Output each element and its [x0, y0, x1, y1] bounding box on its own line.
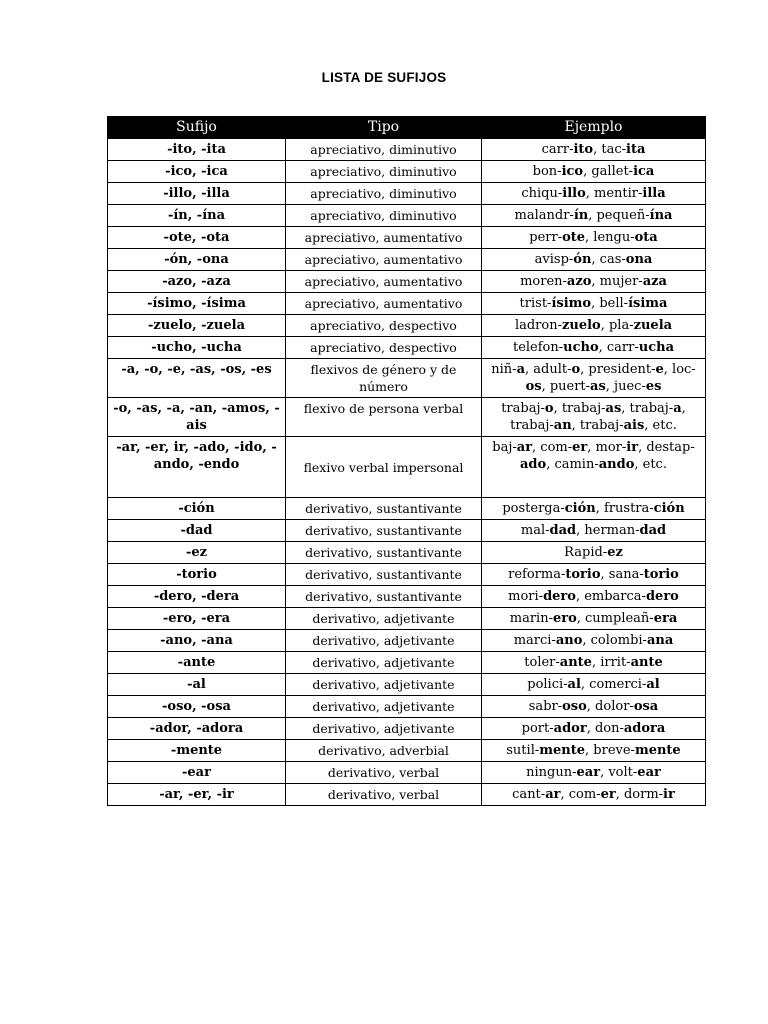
cell-sufijo: -ear [108, 762, 286, 784]
table-row [108, 161, 706, 183]
table-row [108, 249, 706, 271]
cell-sufijo: -a, -o, -e, -as, -os, -es [108, 359, 286, 398]
cell-sufijo: -ero, -era [108, 608, 286, 630]
table-row [108, 784, 706, 806]
table-row [108, 398, 706, 437]
cell-sufijo: -al [108, 674, 286, 696]
header-ejemplo: Ejemplo [482, 117, 706, 139]
cell-tipo: derivativo, sustantivante [286, 586, 482, 608]
cell-ejemplo: cant-ar, com-er, dorm-ir [482, 784, 706, 806]
cell-tipo: apreciativo, aumentativo [286, 293, 482, 315]
table-row [108, 315, 706, 337]
cell-sufijo: -ción [108, 498, 286, 520]
cell-ejemplo: reforma-torio, sana-torio [482, 564, 706, 586]
cell-sufijo: -ísimo, -ísima [108, 293, 286, 315]
cell-sufijo: -torio [108, 564, 286, 586]
table-row [108, 718, 706, 740]
cell-tipo: apreciativo, aumentativo [286, 249, 482, 271]
cell-ejemplo: carr-ito, tac-ita [482, 139, 706, 161]
cell-ejemplo: avisp-ón, cas-ona [482, 249, 706, 271]
cell-tipo: apreciativo, diminutivo [286, 183, 482, 205]
cell-sufijo: -illo, -illa [108, 183, 286, 205]
cell-ejemplo: marci-ano, colombi-ana [482, 630, 706, 652]
cell-sufijo: -o, -as, -a, -an, -amos, -ais [108, 398, 286, 437]
cell-tipo: flexivos de género y de número [286, 359, 482, 398]
cell-tipo: apreciativo, diminutivo [286, 161, 482, 183]
cell-sufijo: -ote, -ota [108, 227, 286, 249]
table-row [108, 762, 706, 784]
cell-tipo: derivativo, adverbial [286, 740, 482, 762]
cell-sufijo: -azo, -aza [108, 271, 286, 293]
cell-tipo: derivativo, adjetivante [286, 630, 482, 652]
cell-ejemplo: mal-dad, herman-dad [482, 520, 706, 542]
table-row [108, 437, 706, 498]
cell-tipo: flexivo verbal impersonal [286, 437, 482, 498]
table-row [108, 183, 706, 205]
cell-tipo: derivativo, adjetivante [286, 608, 482, 630]
cell-ejemplo: marin-ero, cumpleañ-era [482, 608, 706, 630]
cell-sufijo: -zuelo, -zuela [108, 315, 286, 337]
cell-ejemplo: mori-dero, embarca-dero [482, 586, 706, 608]
cell-tipo: apreciativo, despectivo [286, 315, 482, 337]
cell-sufijo: -mente [108, 740, 286, 762]
cell-sufijo: -ín, -ína [108, 205, 286, 227]
cell-sufijo: -dad [108, 520, 286, 542]
cell-ejemplo: trist-ísimo, bell-ísima [482, 293, 706, 315]
page-title: LISTA DE SUFIJOS [321, 70, 447, 85]
table-row [108, 608, 706, 630]
cell-ejemplo: trabaj-o, trabaj-as, trabaj-a, trabaj-an, trabaj-ais, etc. [482, 398, 706, 437]
cell-sufijo: -ar, -er, -ir [108, 784, 286, 806]
cell-ejemplo: port-ador, don-adora [482, 718, 706, 740]
header-sufijo: Sufijo [108, 117, 286, 139]
cell-tipo: derivativo, sustantivante [286, 498, 482, 520]
table-body [108, 139, 706, 806]
cell-tipo: apreciativo, diminutivo [286, 205, 482, 227]
table-row [108, 696, 706, 718]
cell-tipo: derivativo, sustantivante [286, 520, 482, 542]
cell-ejemplo: telefon-ucho, carr-ucha [482, 337, 706, 359]
cell-tipo: derivativo, adjetivante [286, 718, 482, 740]
cell-ejemplo: ladron-zuelo, pla-zuela [482, 315, 706, 337]
table-row [108, 498, 706, 520]
cell-ejemplo: toler-ante, irrit-ante [482, 652, 706, 674]
cell-sufijo: -ano, -ana [108, 630, 286, 652]
cell-ejemplo: posterga-ción, frustra-ción [482, 498, 706, 520]
cell-tipo: derivativo, adjetivante [286, 696, 482, 718]
cell-sufijo: -ito, -ita [108, 139, 286, 161]
cell-ejemplo: malandr-ín, pequeñ-ína [482, 205, 706, 227]
cell-sufijo: -ón, -ona [108, 249, 286, 271]
cell-ejemplo: Rapid-ez [482, 542, 706, 564]
cell-ejemplo: chiqu-illo, mentir-illa [482, 183, 706, 205]
cell-ejemplo: ningun-ear, volt-ear [482, 762, 706, 784]
table-row [108, 337, 706, 359]
cell-ejemplo: sabr-oso, dolor-osa [482, 696, 706, 718]
cell-ejemplo: sutil-mente, breve-mente [482, 740, 706, 762]
cell-tipo: derivativo, sustantivante [286, 564, 482, 586]
suffix-table [107, 116, 706, 806]
cell-sufijo: -dero, -dera [108, 586, 286, 608]
cell-tipo: apreciativo, despectivo [286, 337, 482, 359]
cell-sufijo: -ar, -er, ir, -ado, -ido, -ando, -endo [108, 437, 286, 498]
header-row [108, 117, 706, 139]
cell-sufijo: -ico, -ica [108, 161, 286, 183]
table-row [108, 205, 706, 227]
table-header [108, 117, 706, 139]
cell-sufijo: -ucho, -ucha [108, 337, 286, 359]
header-tipo: Tipo [286, 117, 482, 139]
table-row [108, 674, 706, 696]
table-row [108, 293, 706, 315]
table-row [108, 271, 706, 293]
cell-tipo: derivativo, adjetivante [286, 674, 482, 696]
cell-sufijo: -ez [108, 542, 286, 564]
cell-ejemplo: bon-ico, gallet-ica [482, 161, 706, 183]
cell-tipo: derivativo, adjetivante [286, 652, 482, 674]
table-row [108, 139, 706, 161]
cell-tipo: derivativo, verbal [286, 784, 482, 806]
cell-tipo: flexivo de persona verbal [286, 398, 482, 437]
cell-tipo: apreciativo, aumentativo [286, 271, 482, 293]
cell-ejemplo: baj-ar, com-er, mor-ir, destap-ado, camin-ando, etc. [482, 437, 706, 498]
cell-tipo: derivativo, verbal [286, 762, 482, 784]
table-row [108, 542, 706, 564]
cell-ejemplo: perr-ote, lengu-ota [482, 227, 706, 249]
table-row [108, 359, 706, 398]
cell-tipo: apreciativo, aumentativo [286, 227, 482, 249]
cell-tipo: derivativo, sustantivante [286, 542, 482, 564]
table-row [108, 586, 706, 608]
table-row [108, 630, 706, 652]
table-row [108, 564, 706, 586]
cell-tipo: apreciativo, diminutivo [286, 139, 482, 161]
cell-sufijo: -ador, -adora [108, 718, 286, 740]
table-row [108, 227, 706, 249]
cell-sufijo: -oso, -osa [108, 696, 286, 718]
cell-sufijo: -ante [108, 652, 286, 674]
table-row [108, 652, 706, 674]
table-row [108, 740, 706, 762]
cell-ejemplo: polici-al, comerci-al [482, 674, 706, 696]
cell-ejemplo: niñ-a, adult-o, president-e, loc-os, puert-as, juec-es [482, 359, 706, 398]
cell-ejemplo: moren-azo, mujer-aza [482, 271, 706, 293]
table-row [108, 520, 706, 542]
